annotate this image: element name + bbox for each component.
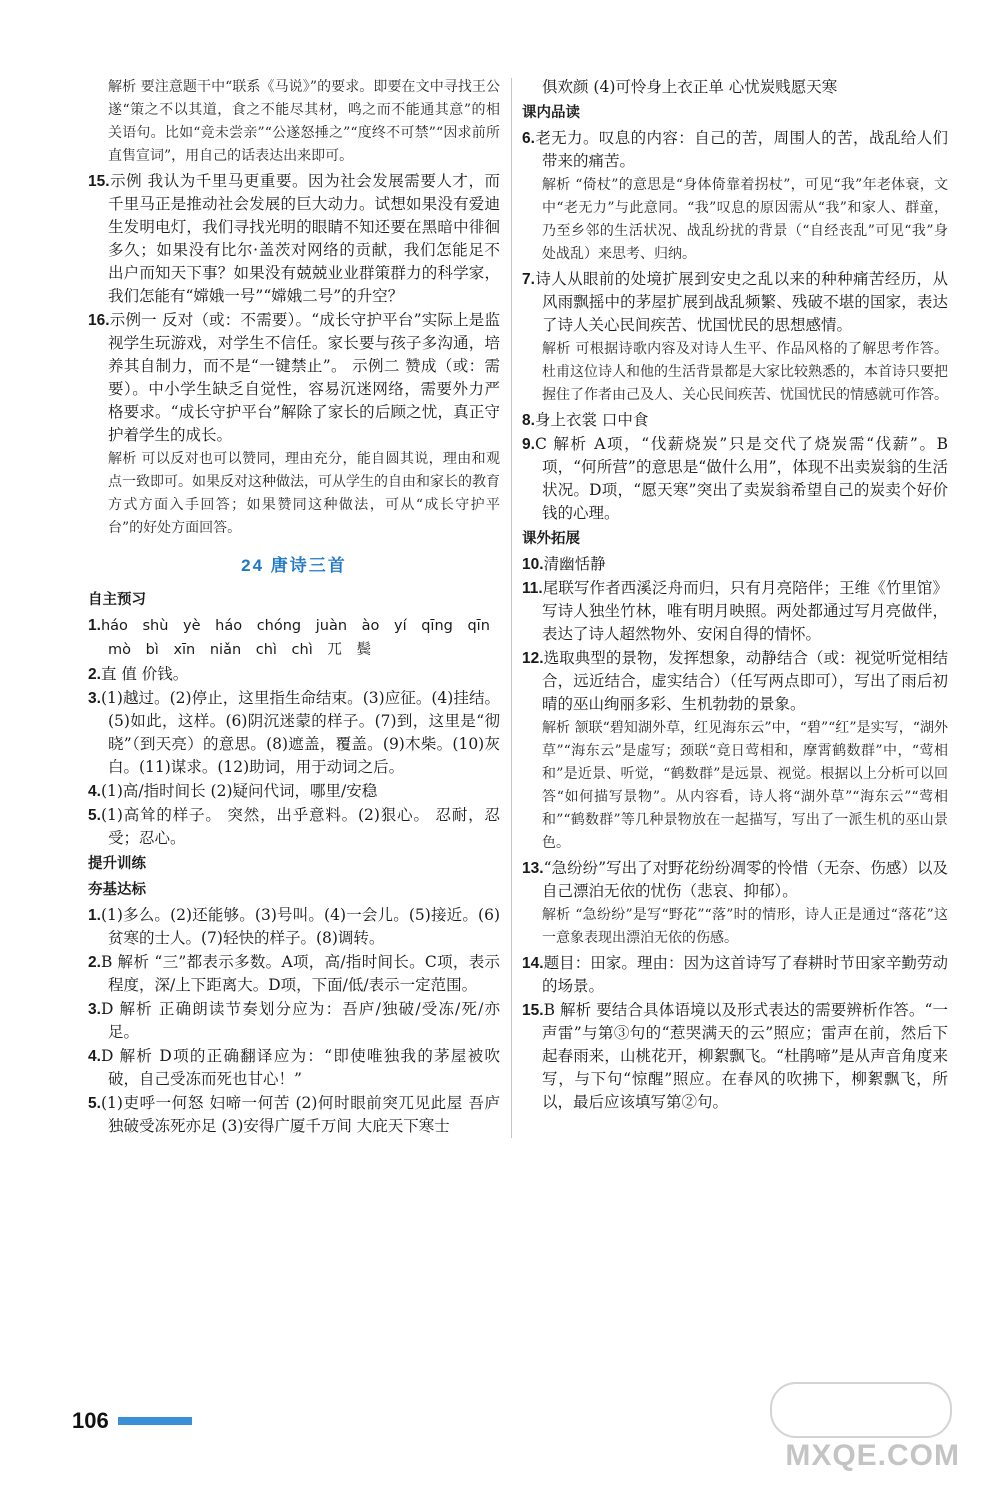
reading-9-number: 9. [522, 436, 535, 453]
section-in-class: 课内品读 [522, 105, 580, 121]
answer-16-number: 16. [88, 312, 110, 329]
page-number: 106 [72, 1408, 109, 1433]
extension-15 [522, 999, 948, 1114]
preview-5-text: (1)高耸的样子。 突然，出乎意料。(2)狠心。 忍耐，忍受；忍心。 [100, 806, 500, 847]
section-extension: 课外拓展 [522, 531, 580, 547]
preview-4-text: (1)高/指时间长 (2)疑问代词，哪里/安稳 [100, 782, 378, 800]
lesson-title: 24 唐诗三首 [241, 556, 347, 575]
basic-1-number: 1. [88, 907, 101, 924]
right-column [522, 76, 948, 1115]
basic-2-number: 2. [88, 954, 101, 971]
reading-9 [522, 433, 948, 525]
extension-10-number: 10. [522, 556, 544, 573]
preview-1-pinyin-line1: háo shù yè háo chóng juàn ào yí qīng qīn [100, 618, 490, 634]
reading-8 [522, 409, 948, 432]
extension-11-number: 11. [522, 580, 543, 597]
extension-10 [522, 553, 948, 576]
extension-12-text: 选取典型的景物，发挥想象，动静结合（或：视觉听觉相结合，远近结合，虚实结合）（任写两点即可），写出了雨后初晴的巫山绚丽多彩、生机勃勃的景象。 [542, 649, 948, 713]
answer-15-number: 15. [88, 173, 110, 190]
column-divider [511, 78, 512, 1138]
extension-12 [522, 647, 948, 716]
basic-4-text: D 解析 D项的正确翻译应为：“即使唯独我的茅屋被吹破，自己受冻而死也甘心！” [100, 1047, 500, 1088]
answer-16-text: 示例一 反对（或：不需要）。“成长守护平台”实际上是监视学生玩游戏，对学生不信任。家长要与孩子多沟通，培养其自制力，而不是“一键禁止”。 示例二 赞成（或：需要）。中小学生缺乏自觉性，容易沉迷网络，需要外力严格要求。“成长守护平台”解除了家长的后顾之忧，真正守护着学生的成长。 [108, 311, 500, 444]
preview-3-number: 3. [88, 690, 101, 707]
preview-2-number: 2. [88, 666, 101, 683]
preview-5-number: 5. [88, 807, 101, 824]
watermark-logo [760, 1378, 960, 1473]
extension-12-number: 12. [522, 650, 544, 667]
extension-13 [522, 857, 948, 903]
extension-11 [522, 577, 948, 646]
preview-5 [88, 804, 500, 850]
left-column [88, 76, 500, 1139]
extension-15-text: B 解析 要结合具体语境以及形式表达的需要辨析作答。“一声雷”与第③句的“惹哭满天的云”照应；雷声在前，然后下起春雨来，山桃花开，柳絮飘飞。“杜鹃啼”是从声音角度来写，与下句“惊醒”照应。在春风的吹拂下，柳絮飘飞，所以，最后应该填写第②句。 [542, 1001, 948, 1111]
basic-1 [88, 904, 500, 950]
basic-3 [88, 998, 500, 1044]
reading-7-text: 诗人从眼前的处境扩展到安史之乱以来的种种痛苦经历，从风雨飘摇中的茅屋扩展到战乱频繁、残破不堪的国家，表达了诗人关心民间疾苦、忧国忧民的思想感情。 [534, 270, 948, 334]
section-preview: 自主预习 [88, 592, 146, 608]
preview-1-pinyin-line2: mò bì xīn niǎn chì chì 兀 鬓 [108, 642, 371, 658]
reading-6-number: 6. [522, 130, 535, 147]
extension-10-text: 清幽恬静 [543, 555, 606, 573]
basic-2-text: B 解析 “三”都表示多数。A项，高/指时间长。C项，表示程度，深/上下距离大。D项，下面/低/表示一定范围。 [100, 953, 500, 994]
extension-14-text: 题目：田家。理由：因为这首诗写了春耕时节田家辛勤劳动的场景。 [542, 954, 948, 995]
extension-15-number: 15. [522, 1002, 544, 1019]
extension-13-analysis: 解析 “急纷纷”是写“野花”“落”时的情形，诗人正是通过“落花”这一意象表现出漂泊无依的伤感。 [542, 907, 948, 946]
watermark-text: MXQE.COM [785, 1439, 960, 1472]
basic-4-number: 4. [88, 1048, 101, 1065]
reading-6-analysis: 解析 “倚杖”的意思是“身体倚靠着拐杖”，可见“我”年老体衰，文中“老无力”与此意同。“我”叹息的原因需从“我”和家人、群童，乃至乡邻的生活状况、战乱纷扰的背景（“自经丧乱”可见“我”身处战乱）来思考、归纳。 [542, 177, 948, 262]
reading-6 [522, 127, 948, 173]
basic-3-number: 3. [88, 1001, 101, 1018]
preview-2-text: 直 值 价钱。 [100, 665, 189, 683]
extension-12-analysis: 解析 颔联“碧知湖外草，红见海东云”中，“碧”“红”是实写，“湖外草”“海东云”是虚写；颈联“竟日莺相和，摩霄鹤数群”中，“莺相和”是近景、听觉，“鹤数群”是远景、视觉。根据以上分析可以回答“如何描写景物”。从内容看，诗人将“湖外草”“海东云”“莺相和”“鹤数群”等几种景物放在一起描写，写出了一派生机的巫山景色。 [542, 720, 948, 851]
page-number-bar [118, 1417, 192, 1425]
preview-4 [88, 780, 500, 803]
answer-15-text: 示例 我认为千里马更重要。因为社会发展需要人才，而千里马正是推动社会发展的巨大动力。试想如果没有爱迪生发明电灯，我们寻找光明的眼睛不知还要在黑暗中徘徊多久；如果没有比尔·盖茨对网络的贡献，我们怎能足不出户而知天下事？如果没有兢兢业业群策群力的科学家，我们怎能有“嫦娥一号”“嫦娥二号”的升空？ [108, 172, 500, 305]
preview-1-number: 1. [88, 617, 101, 634]
basic-5 [88, 1092, 500, 1138]
basic-5-number: 5. [88, 1095, 101, 1112]
preview-2 [88, 663, 500, 686]
reading-7-number: 7. [522, 271, 535, 288]
answer-16-analysis: 解析 可以反对也可以赞同，理由充分，能自圆其说，理由和观点一致即可。如果反对这种做法，可从学生的自由和家长的教育方式方面入手回答；如果赞同这种做法，可从“成长守护平台”的好处方面回答。 [108, 451, 500, 536]
basic-4 [88, 1045, 500, 1091]
basic-2 [88, 951, 500, 997]
extension-13-number: 13. [522, 860, 544, 877]
reading-9-text: C 解析 A项，“伐薪烧炭”只是交代了烧炭需“伐薪”。B项，“何所营”的意思是“做什么用”，体现不出卖炭翁的生活状况。D项，“愿天寒”突出了卖炭翁希望自己的炭卖个好价钱的心理。 [534, 435, 948, 522]
reading-6-text: 老无力。叹息的内容：自己的苦，周围人的苦，战乱给人们带来的痛苦。 [534, 129, 948, 170]
reading-8-text: 身上衣裳 口中食 [534, 411, 649, 429]
section-basic: 夯基达标 [88, 882, 146, 898]
watermark-circle [770, 1382, 952, 1438]
basic-3-text: D 解析 正确朗读节奏划分应为：吾庐/独破/受冻/死/亦足。 [100, 1000, 500, 1041]
answer-15 [88, 170, 500, 308]
answer-16 [88, 309, 500, 447]
section-training: 提升训练 [88, 856, 146, 872]
basic-5-text: (1)吏呼一何怒 妇啼一何苦 (2)何时眼前突兀见此屋 吾庐独破受冻死亦足 (3)安得广厦千万间 大庇天下寒士 [100, 1094, 500, 1135]
preview-4-number: 4. [88, 783, 101, 800]
preview-3-text: (1)越过。(2)停止，这里指生命结束。(3)应征。(4)挂结。(5)如此，这样。(6)阴沉迷蒙的样子。(7)到，这里是“彻晓”（到天亮）的意思。(8)遮盖，覆盖。(9)木柴。(10)灰白。(11)谋求。(12)助词，用于动词之后。 [100, 689, 500, 776]
extension-14 [522, 952, 948, 998]
basic-5-continued: 俱欢颜 (4)可怜身上衣正单 心忧炭贱愿天寒 [542, 78, 838, 96]
extension-13-text: “急纷纷”写出了对野花纷纷凋零的怜惜（无奈、伤感）以及自己漂泊无依的忧伤（悲哀、抑郁）。 [542, 859, 948, 900]
extension-14-number: 14. [522, 955, 544, 972]
preview-1 [88, 614, 500, 638]
reading-7 [522, 268, 948, 337]
answer-14-analysis: 解析 要注意题干中“联系《马说》”的要求。即要在文中寻找王公遂“策之不以其道，食之不能尽其材，鸣之而不能通其意”的相关语句。比如“竞未尝亲”“公遂怒捶之”“度终不可禁”“因求前所直售宣词”，用自己的话表达出来即可。 [108, 79, 500, 164]
preview-3 [88, 687, 500, 779]
extension-11-text: 尾联写作者西溪泛舟而归，只有月亮陪伴；王维《竹里馆》写诗人独坐竹林，唯有明月映照。两处都通过写月亮做伴，表达了诗人超然物外、安闲自得的情怀。 [542, 579, 948, 643]
reading-8-number: 8. [522, 412, 535, 429]
basic-1-text: (1)多么。(2)还能够。(3)号叫。(4)一会儿。(5)接近。(6)贫寒的士人。(7)轻快的样子。(8)调转。 [100, 906, 500, 947]
reading-7-analysis: 解析 可根据诗歌内容及对诗人生平、作品风格的了解思考作答。杜甫这位诗人和他的生活背景都是大家比较熟悉的，本首诗只要把握住了作者由己及人、关心民间疾苦、忧国忧民的情感就可作答。 [542, 341, 948, 403]
